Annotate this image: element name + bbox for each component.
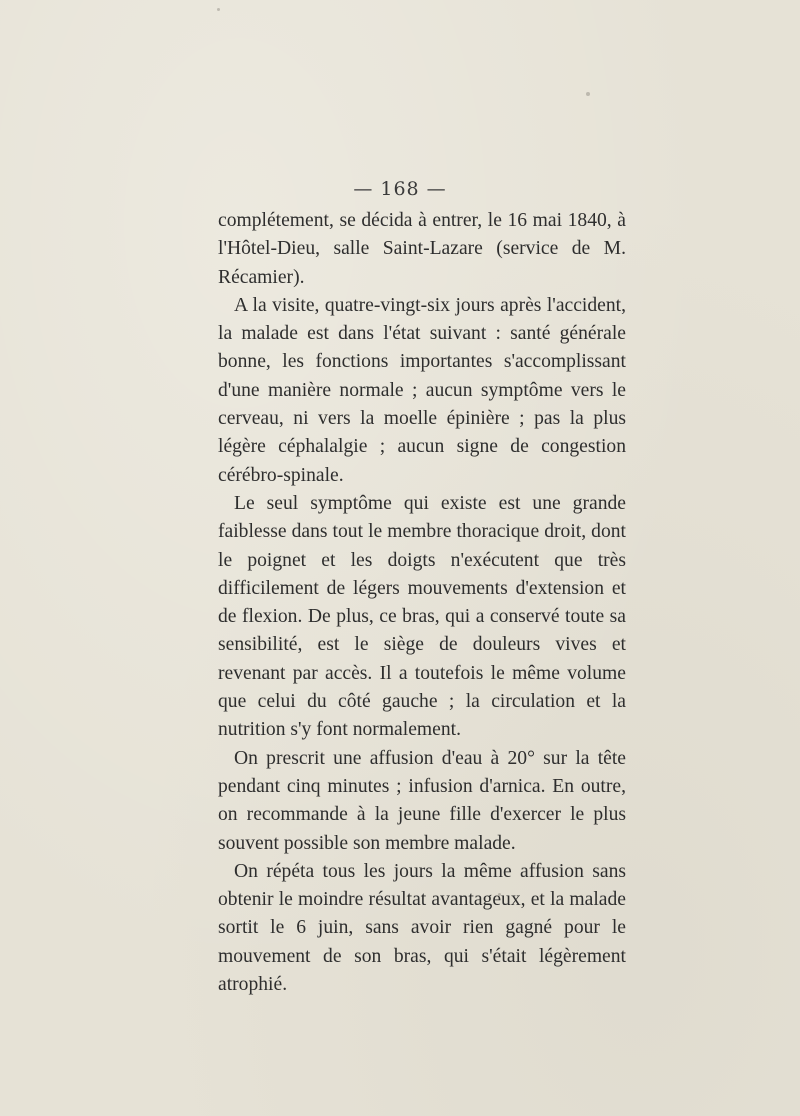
page-number: — 168 —: [353, 178, 447, 200]
paragraph-3: Le seul symptôme qui existe est une grande faiblesse dans tout le membre thoracique droit, dont le poignet et les doigts n'exécutent que très difficilement de légers mouvements d'extension et de flexion. De plus, ce bras, qui a conservé toute sa sensibilité, est le siège de douleurs vives et revenant par accès. Il a toutefois le même volume que celui du côté gauche ; la circulation et la nutrition s'y font normalement.: [218, 492, 626, 741]
paragraph-4: On prescrit une affusion d'eau à 20° sur la tête pendant cinq minutes ; infusion d'arnica. En outre, on recommande à la jeune fille d'exercer le plus souvent possible son membre malade.: [218, 747, 626, 854]
body-text: [218, 207, 626, 999]
paper-speck: [586, 92, 590, 96]
paragraph-2: A la visite, quatre-vingt-six jours après l'accident, la malade est dans l'état suivant : santé générale bonne, les fonctions importantes s'accomplissant d'une manière normale ; aucun symptôme vers le cerveau, ni vers la moelle épinière ; pas la plus légère céphalalgie ; aucun signe de congestion cérébro-spinale.: [218, 294, 626, 486]
paragraph-1: complétement, se décida à entrer, le 16 mai 1840, à l'Hôtel-Dieu, salle Saint-Lazare (service de M. Récamier).: [218, 210, 626, 288]
paragraph-5: On répéta tous les jours la même affusion sans obtenir le moindre résultat avantageux, et la malade sortit le 6 juin, sans avoir rien gagné pour le mouvement de son bras, qui s'était légèrement atrophié.: [218, 860, 626, 996]
paper-speck: [217, 8, 220, 11]
